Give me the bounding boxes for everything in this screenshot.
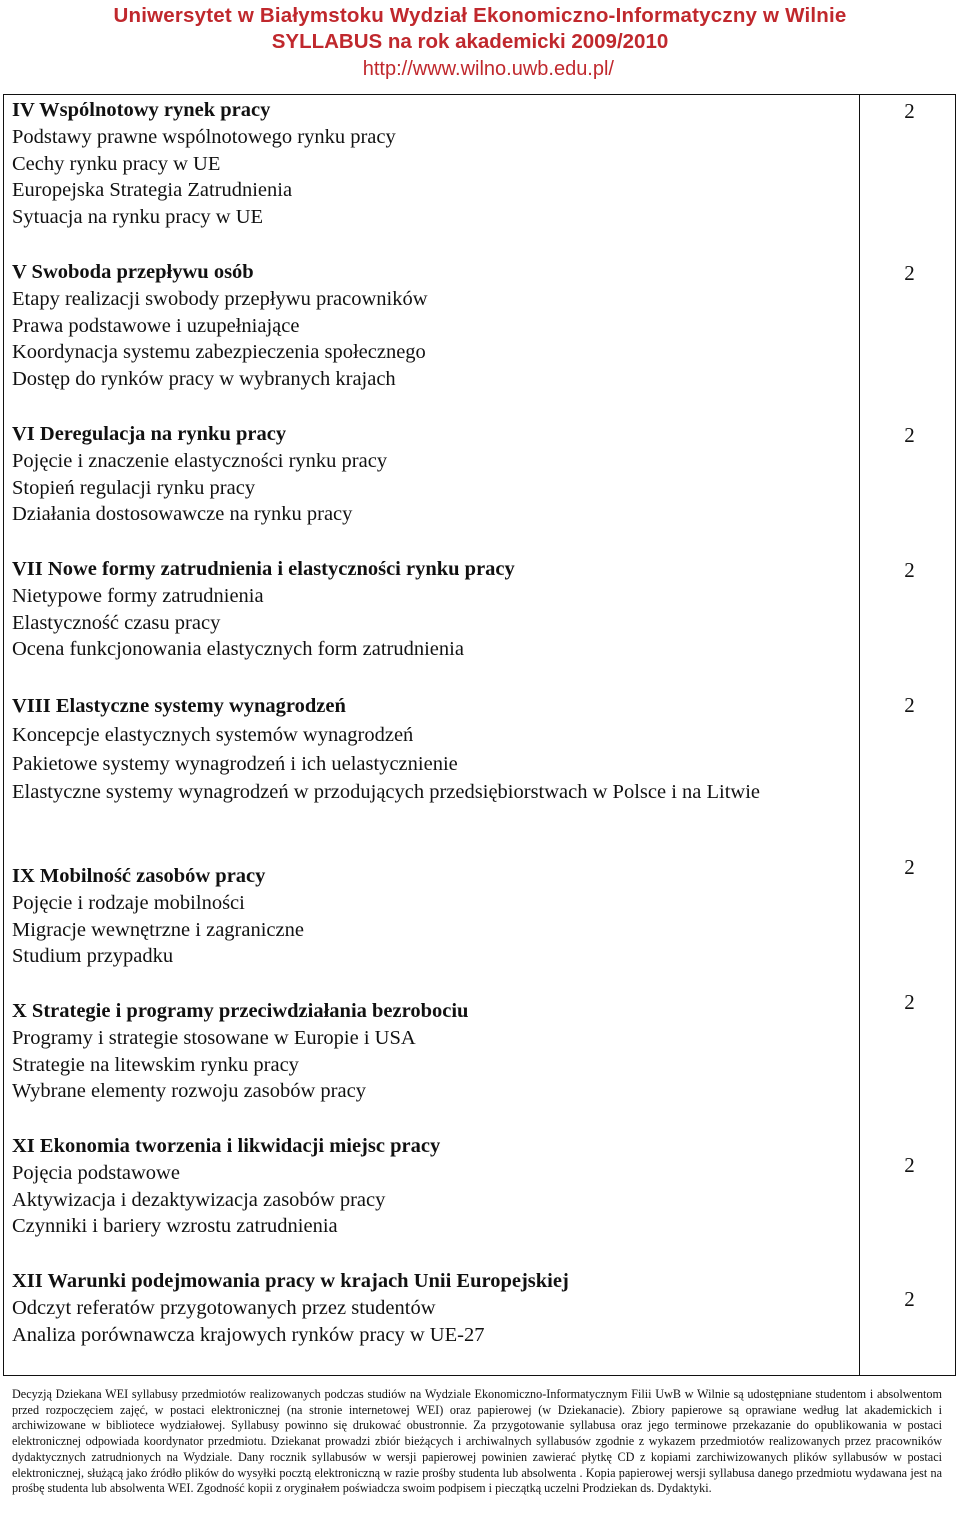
section-title: X Strategie i programy przeciwdziałania bezrobociu [12, 1000, 469, 1022]
topic-item: Etapy realizacji swobody przepływu pracowników [12, 287, 428, 310]
section-title: XII Warunki podejmowania pracy w krajach Unii Europejskiej [12, 1270, 569, 1292]
section-title: VII Nowe formy zatrudnienia i elastyczności rynku pracy [12, 558, 515, 580]
topic-item: Wybrane elementy rozwoju zasobów pracy [12, 1080, 366, 1103]
topic-item: Koncepcje elastycznych systemów wynagrodzeń [12, 724, 414, 746]
section-title: IV Wspólnotowy rynek pracy [12, 99, 271, 121]
hours-value: 2 [904, 423, 915, 447]
section-xi [12, 1133, 852, 1240]
topic-item: Czynniki i bariery wzrostu zatrudnienia [12, 1215, 338, 1238]
section-title: IX Mobilność zasobów pracy [12, 865, 266, 887]
topic-item: Sytuacja na rynku pracy w UE [12, 206, 264, 229]
topic-item: Stopień regulacji rynku pracy [12, 476, 256, 499]
hours-value: 2 [904, 1153, 915, 1177]
topic-item: Cechy rynku pracy w UE [12, 152, 221, 175]
hours-value: 2 [904, 99, 915, 123]
syllabus-table [3, 94, 956, 1376]
topic-item: Odczyt referatów przygotowanych przez studentów [12, 1296, 436, 1319]
topic-item: Programy i strategie stosowane w Europie i USA [12, 1026, 416, 1049]
section-title: VIII Elastyczne systemy wynagrodzeń [12, 695, 346, 717]
topic-item: Koordynacja systemu zabezpieczenia społecznego [12, 341, 426, 364]
topic-item: Pojęcie i znaczenie elastyczności rynku pracy [12, 449, 388, 472]
hours-value: 2 [904, 990, 915, 1014]
topic-item: Studium przypadku [12, 945, 174, 968]
section-title: V Swoboda przepływu osób [12, 261, 254, 283]
hours-value: 2 [904, 855, 915, 879]
topic-item: Prawa podstawowe i uzupełniające [12, 314, 300, 337]
section-title: XI Ekonomia tworzenia i likwidacji miejsc pracy [12, 1135, 441, 1157]
footer-note: Decyzją Dziekana WEI syllabusy przedmiotów realizowanych podczas studiów na Wydziale Ekonomiczno-Informatycznym Filii UwB w Wilnie są udostępniane studentom i absolwentom przed rozpoczęciem zajęć, w postaci elektronicznej (na stronie internetowej WEI) oraz papierowej (w Dziekanacie). Zbiory papierowe są oprawiane według lat akademickich i archiwizowane w bibliotece wydziałowej. Syllabusy powinno się drukować obustronnie. Za przygotowanie syllabusa oraz jego terminowe przekazanie do opublikowania w postaci elektronicznej odpowiada koordynator przedmiotu. Dziekanat prowadzi zbiór bieżących i archiwalnych syllabusów zgodnie z wykazem przedmiotów realizowanych przez pracowników dydaktycznych zatrudnionych na Wydziale. Dany rocznik syllabusów w wersji papierowej powinien zawierać płytkę CD z kopiami zarchiwizowanych plików syllabusów w postaci elektronicznej, służącą jako źródło plików do wysyłki pocztą elektroniczną w razie prośby studenta lub absolwenta . Kopia papierowej wersji syllabusa danego przedmiotu wydawana jest na prośbę studenta lub absolwenta WEI. Zgodność kopii z oryginałem poświadcza swoim podpisem i pieczątką uczelni Prodziekan ds. Dydaktyki. [12, 1387, 942, 1496]
hours-value: 2 [904, 693, 915, 717]
topic-item: Ocena funkcjonowania elastycznych form zatrudnienia [12, 638, 464, 661]
section-x [12, 998, 852, 1105]
section-vii [12, 556, 852, 663]
section-title: VI Deregulacja na rynku pracy [12, 423, 287, 445]
topic-item: Aktywizacja i dezaktywizacja zasobów pracy [12, 1188, 386, 1211]
topic-item: Dostęp do rynków pracy w wybranych krajach [12, 368, 396, 391]
topic-item: Europejska Strategia Zatrudnienia [12, 179, 293, 202]
topic-item: Elastyczne systemy wynagrodzeń w przodujących przedsiębiorstwach w Polsce i na Litwie [12, 781, 761, 803]
topic-item: Pojęcie i rodzaje mobilności [12, 891, 245, 914]
university-title: Uniwersytet w Białymstoku Wydział Ekonomiczno-Informatyczny w Wilnie [113, 4, 847, 27]
column-divider [859, 95, 860, 1375]
section-xii [12, 1268, 852, 1348]
hours-value: 2 [904, 558, 915, 582]
topic-item: Działania dostosowawcze na rynku pracy [12, 503, 353, 526]
topic-item: Elastyczność czasu pracy [12, 611, 221, 634]
syllabus-title: SYLLABUS na rok akademicki 2009/2010 [271, 30, 669, 53]
section-iv [12, 97, 852, 231]
topic-item: Pojęcia podstawowe [12, 1161, 180, 1184]
website-url[interactable]: http://www.wilno.uwb.edu.pl/ [362, 58, 614, 80]
topic-item: Nietypowe formy zatrudnienia [12, 584, 264, 607]
topic-item: Pakietowe systemy wynagrodzeń i ich uelastycznienie [12, 753, 458, 775]
hours-value: 2 [904, 1287, 915, 1311]
topic-item: Migracje wewnętrzne i zagraniczne [12, 918, 304, 941]
section-ix [12, 863, 852, 970]
topic-item: Analiza porównawcza krajowych rynków pracy w UE-27 [12, 1323, 485, 1346]
hours-value: 2 [904, 261, 915, 285]
section-viii [12, 692, 852, 806]
section-vi [12, 421, 852, 528]
topic-item: Podstawy prawne wspólnotowego rynku pracy [12, 125, 396, 148]
section-v [12, 259, 852, 393]
topic-item: Strategie na litewskim rynku pracy [12, 1053, 299, 1076]
